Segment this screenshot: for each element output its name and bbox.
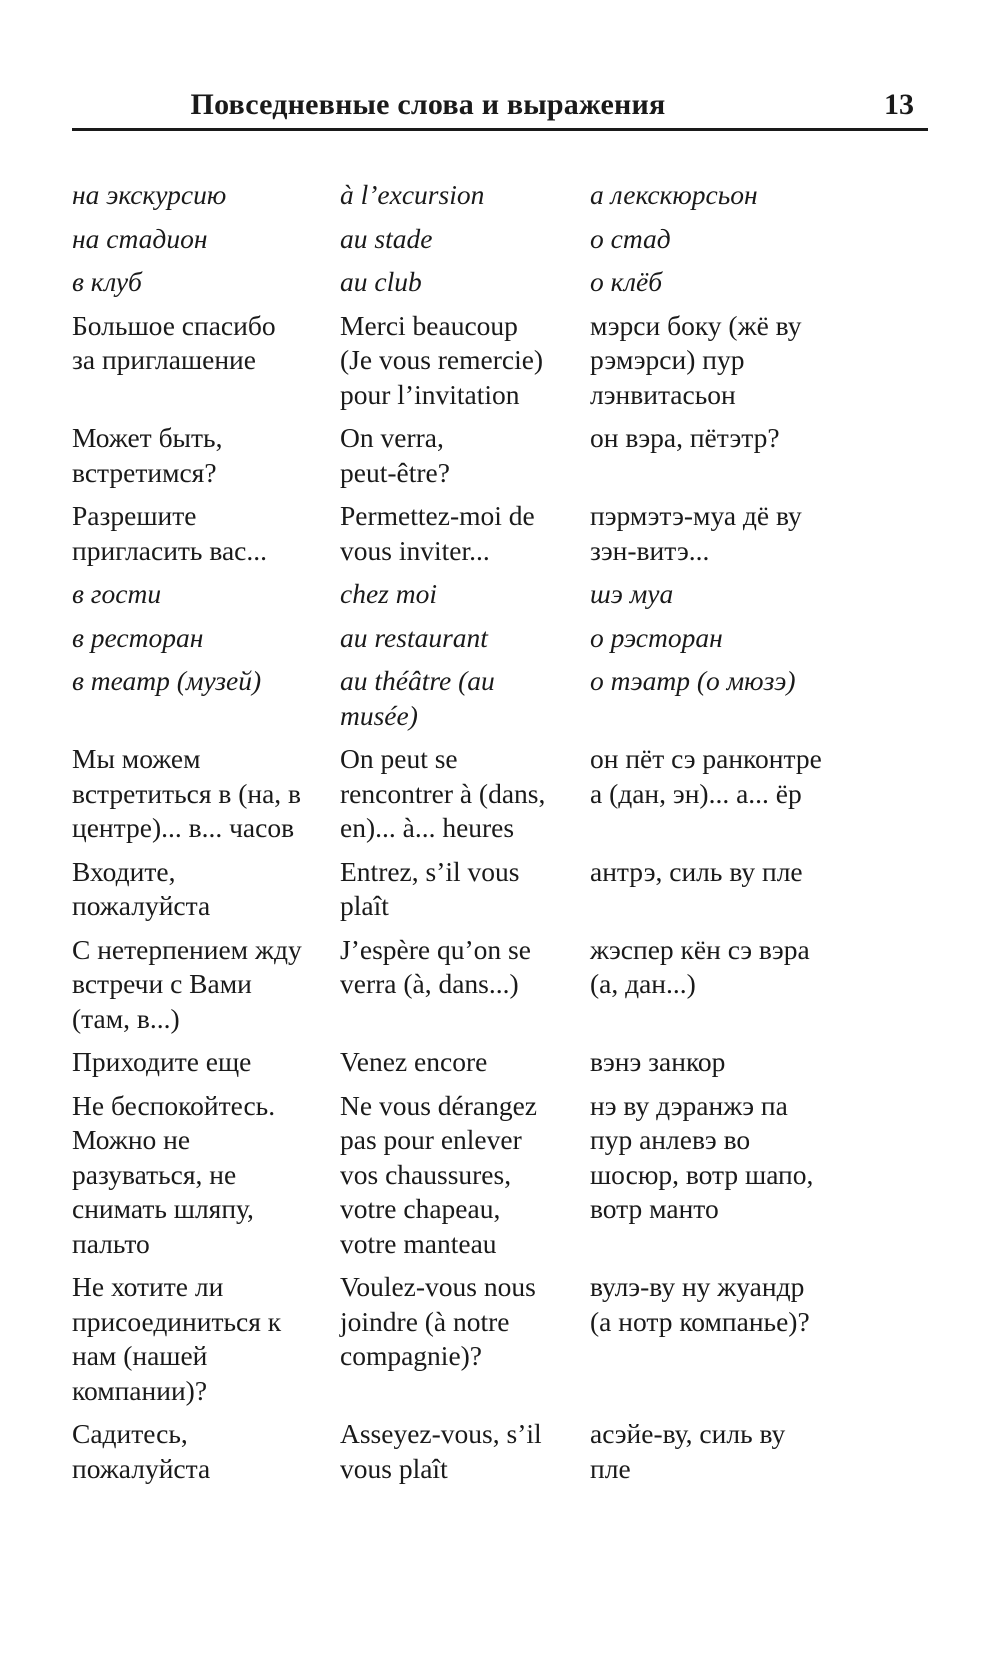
book-page [72,0,928,1661]
transcription: шэ муа [590,578,674,609]
russian-phrase: в ресторан [72,621,204,653]
french-phrase: J’espère qu’on se verra (à, dans...) [340,933,531,999]
french-phrase: Ne vous dérangez pas pour enlever vos chaussures, votre chapeau, votre manteau [340,1089,537,1259]
russian-phrase: на стадион [72,222,208,254]
russian-phrase: Садитесь, пожалуйста [72,1418,211,1484]
russian-phrase: С нетерпением жду встречи с Вами (там, в...) [72,933,302,1034]
russian-phrase: Не беспокойтесь. Можно не разуваться, не снимать шляпу, пальто [72,1089,276,1259]
french-phrase: On peut se rencontrer à (dans, en)... à... heures [340,743,546,843]
phrase-row [72,265,932,309]
french-phrase: On verra, peut-être? [340,422,450,488]
russian-phrase: на экскурсию [72,179,227,210]
french-phrase: au théâtre (au musée) [340,665,495,731]
french-phrase: Voulez-vous nous joindre (à notre compagnie)? [340,1271,536,1371]
phrase-row [72,577,932,621]
transcription: о тэатр (о мюзэ) [590,665,796,696]
phrase-table [72,178,932,1495]
chapter-title: Повседневные слова и выражения [190,88,666,121]
phrase-row [72,1089,932,1271]
phrase-row [72,621,932,665]
french-phrase: Permettez-moi de vous inviter... [340,500,535,566]
phrase-row [72,309,932,422]
transcription: он вэра, пётэтр? [590,422,780,453]
phrase-row [72,664,932,742]
phrase-row [72,421,932,499]
phrase-row [72,1045,932,1089]
page-number: 13 [884,88,914,121]
page-header [72,86,928,131]
transcription: о рэсторан [590,621,723,653]
transcription: о клёб [590,266,663,297]
french-phrase: à l’excursion [340,179,485,210]
phrase-row [72,855,932,933]
phrase-row [72,742,932,855]
russian-phrase: в клуб [72,266,142,297]
phrase-row [72,499,932,577]
phrase-row [72,178,932,222]
transcription: жэспер кён сэ вэра (а, дан...) [590,933,810,999]
russian-phrase: Приходите еще [72,1046,252,1077]
transcription: он пёт сэ ранконтре а (дан, эн)... а... ёр [590,743,822,809]
phrase-row [72,222,932,266]
french-phrase: au restaurant [340,621,488,653]
transcription: асэйе-ву, силь ву пле [590,1418,786,1484]
transcription: вулэ-ву ну жуандр (а нотр компанье)? [590,1271,810,1337]
french-phrase: au stade [340,222,433,254]
russian-phrase: Большое спасибо за приглашение [72,309,276,375]
transcription: нэ ву дэранжэ па пур анлевэ во шосюр, вотр шапо, вотр манто [590,1089,814,1224]
transcription: а лекскюрсьон [590,179,758,210]
russian-phrase: Разрешите пригласить вас... [72,500,268,566]
transcription: о стад [590,222,671,254]
french-phrase: Entrez, s’il vous plaît [340,855,520,921]
russian-phrase: в театр (музей) [72,665,262,696]
french-phrase: chez moi [340,578,437,609]
french-phrase: au club [340,266,422,297]
phrase-row [72,933,932,1046]
french-phrase: Venez encore [340,1046,488,1077]
russian-phrase: Не хотите ли присоединиться к нам (нашей компании)? [72,1271,282,1406]
french-phrase: Merci beaucoup (Je vous remercie) pour l’invitation [340,309,544,410]
phrase-row [72,1270,932,1417]
russian-phrase: Может быть, встретимся? [72,422,223,488]
transcription: антрэ, силь ву пле [590,855,803,887]
transcription: пэрмэтэ-муа дё ву зэн-витэ... [590,500,802,566]
transcription: мэрси боку (жё ву рэмэрси) пур лэнвитасьон [590,309,802,410]
russian-phrase: Мы можем встретиться в (на, в центре)... в... часов [72,743,302,843]
transcription: вэнэ занкор [590,1046,726,1077]
russian-phrase: Входите, пожалуйста [72,855,211,921]
phrase-row [72,1417,932,1495]
russian-phrase: в гости [72,578,162,609]
french-phrase: Asseyez-vous, s’il vous plaît [340,1418,542,1484]
